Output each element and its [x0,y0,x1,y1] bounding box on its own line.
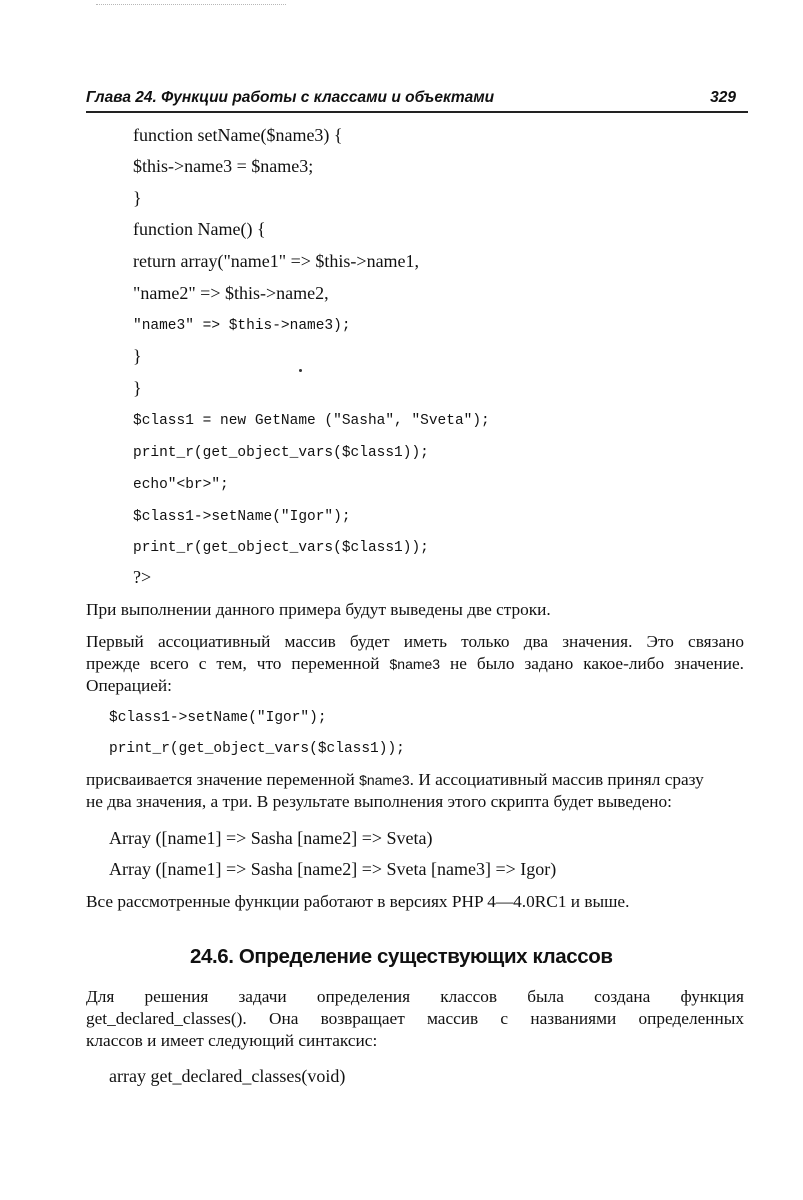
code-line: $class1->setName("Igor"); [133,509,351,525]
text-run: не было задано какое-либо значение. [440,654,744,673]
code-line: echo"<br>"; [133,477,229,493]
code-line: print_r(get_object_vars($class1)); [109,741,405,757]
code-line: "name3" => $this->name3); [133,318,351,334]
paragraph-declared-classes [86,986,744,1052]
page-header [86,83,742,107]
paragraph-assignment [86,769,744,813]
paragraph-text [86,769,744,791]
code-line: } [133,188,142,208]
paragraph-text: не два значения, а три. В результате выполнения этого скрипта будет выведено: [86,792,672,811]
output-line: Array ([name1] => Sasha [name2] => Sveta [name3] => Igor) [109,859,557,879]
scan-artifact [96,4,286,8]
paragraph-text: Для решения задачи определения классов была создана функция [86,987,744,1006]
paragraph-text [86,1008,744,1030]
variable-name: $name3 [389,656,441,672]
paragraph-execution [86,599,744,621]
syntax-line: array get_declared_classes(void) [109,1066,346,1086]
paragraph-text: Операцией: [86,676,172,695]
text-run: прежде всего с тем, что переменной [86,654,390,673]
paragraph-text: При выполнении данного примера будут выведены две строки. [86,600,551,619]
scan-speck [299,369,302,372]
code-line: return array("name1" => $this->name1, [133,251,420,271]
paragraph-first-array [86,631,744,697]
code-line: $this->name3 = $name3; [133,156,314,176]
code-line: $class1->setName("Igor"); [109,710,327,726]
chapter-title: Глава 24. Функции работы с классами и объектами [86,89,495,106]
header-divider [86,111,748,113]
code-line: ?> [133,567,152,587]
paragraph-versions [86,891,744,913]
code-line: $class1 = new GetName ("Sasha", "Sveta"); [133,413,490,429]
text-run: . И ассоциативный массив принял сразу [409,770,704,789]
section-title: 24.6. Определение существующих классов [190,945,613,968]
text-run: . Она возвращает массив с названиями определенных [242,1009,744,1028]
variable-name: $name3 [359,772,410,788]
code-line: } [133,378,142,398]
code-line: function Name() { [133,219,266,239]
text-run: присваивается значение переменной [86,770,360,789]
code-line: print_r(get_object_vars($class1)); [133,540,429,556]
output-line: Array ([name1] => Sasha [name2] => Sveta) [109,828,433,848]
page-number: 329 [710,89,736,106]
code-line: } [133,346,142,366]
paragraph-text: Первый ассоциативный массив будет иметь только два значения. Это связано [86,632,744,651]
code-line: "name2" => $this->name2, [133,283,329,303]
code-line: print_r(get_object_vars($class1)); [133,445,429,461]
paragraph-text [86,653,744,675]
paragraph-text: классов и имеет следующий синтаксис: [86,1031,378,1050]
code-line: function setName($name3) { [133,125,343,145]
paragraph-text: Все рассмотренные функции работают в версиях PHP 4—4.0RC1 и выше. [86,892,630,911]
function-name: get_declared_classes() [86,1009,243,1028]
